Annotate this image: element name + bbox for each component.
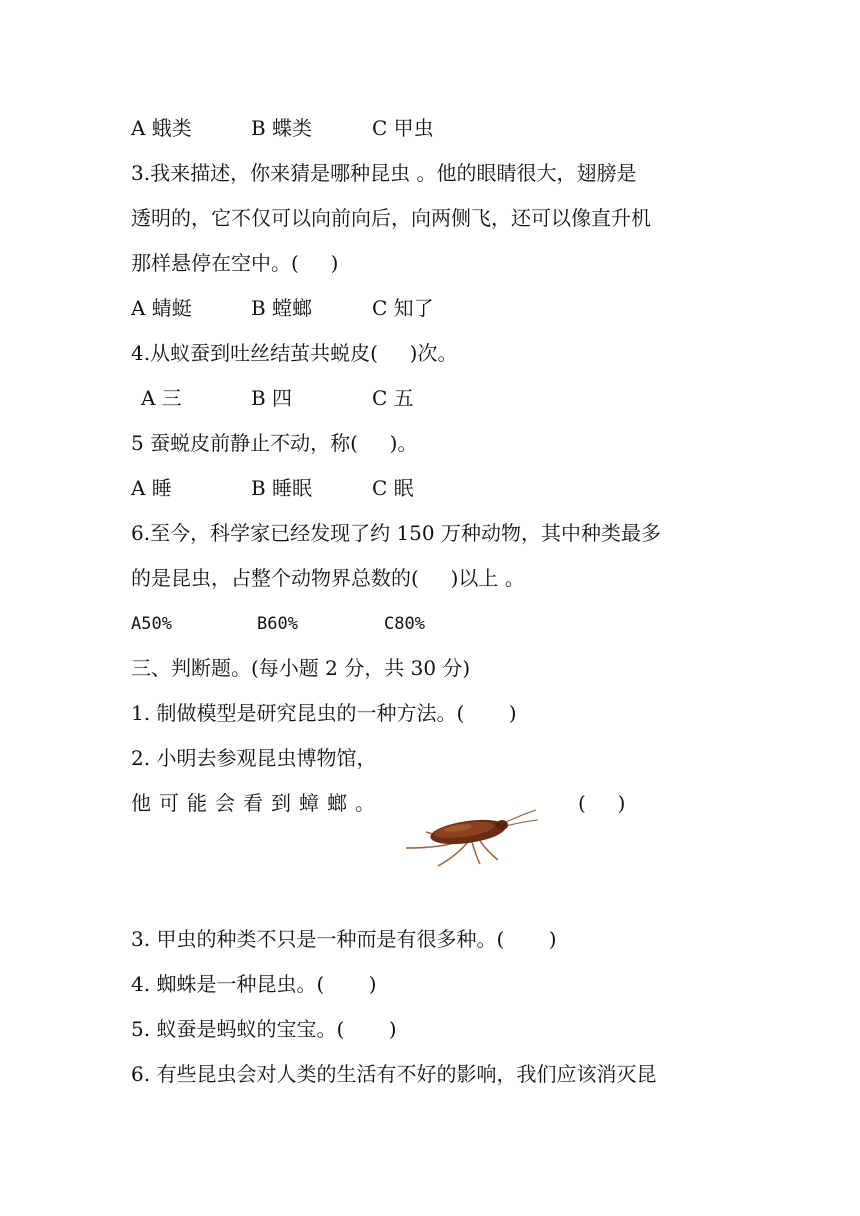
q4-option-c: C 五	[372, 386, 414, 410]
judge-item-5: 5. 蚁蚕是蚂蚁的宝宝。( )	[131, 1017, 397, 1041]
q3-text-line2: 透明的，它不仅可以向前向后，向两侧飞，还可以像直升机	[131, 206, 651, 230]
q4-text: 4.从蚁蚕到吐丝结茧共蜕皮( )次。	[131, 341, 458, 365]
q3-option-c: C 知了	[372, 296, 434, 320]
judge-item-3: 3. 甲虫的种类不只是一种而是有很多种。( )	[131, 927, 557, 951]
q2-option-c: C 甲虫	[372, 116, 434, 140]
q6-option-c: C80%	[384, 614, 425, 634]
q6-text-line1: 6.至今，科学家已经发现了约 150 万种动物，其中种类最多	[131, 521, 661, 545]
q2-option-b: B 蝶类	[251, 116, 313, 140]
q6-option-b: B60%	[257, 614, 298, 634]
q3-option-a: A 蜻蜓	[131, 296, 192, 320]
q3-text-line1: 3.我来描述，你来猜是哪种昆虫 。他的眼睛很大，翅膀是	[131, 161, 637, 185]
q6-option-a: A50%	[131, 614, 172, 634]
q5-text: 5 蚕蜕皮前静止不动，称( )。	[131, 431, 418, 455]
section3-heading: 三、判断题。(每小题 2 分，共 30 分)	[131, 656, 471, 680]
cockroach-photo	[398, 786, 554, 892]
judge-item-6: 6. 有些昆虫会对人类的生活有不好的影响，我们应该消灭昆	[131, 1062, 657, 1086]
judge-item-2-blank: ( )	[578, 791, 626, 815]
judge-item-2-line1: 2. 小明去参观昆虫博物馆，	[131, 746, 377, 770]
q2-option-a: A 蛾类	[131, 116, 192, 140]
judge-item-2-line2: 他可能会看到蟑螂。	[131, 791, 383, 815]
q4-option-a: A 三	[141, 386, 182, 410]
judge-item-4: 4. 蜘蛛是一种昆虫。( )	[131, 972, 377, 996]
q5-option-c: C 眠	[372, 476, 414, 500]
q6-text-line2: 的是昆虫，占整个动物界总数的( )以上 。	[131, 566, 525, 590]
q4-option-b: B 四	[251, 386, 293, 410]
judge-item-1: 1. 制做模型是研究昆虫的一种方法。( )	[131, 701, 517, 725]
q5-option-b: B 睡眠	[251, 476, 313, 500]
q5-option-a: A 睡	[131, 476, 172, 500]
q3-text-line3: 那样悬停在空中。( )	[131, 251, 339, 275]
q3-option-b: B 螳螂	[251, 296, 313, 320]
